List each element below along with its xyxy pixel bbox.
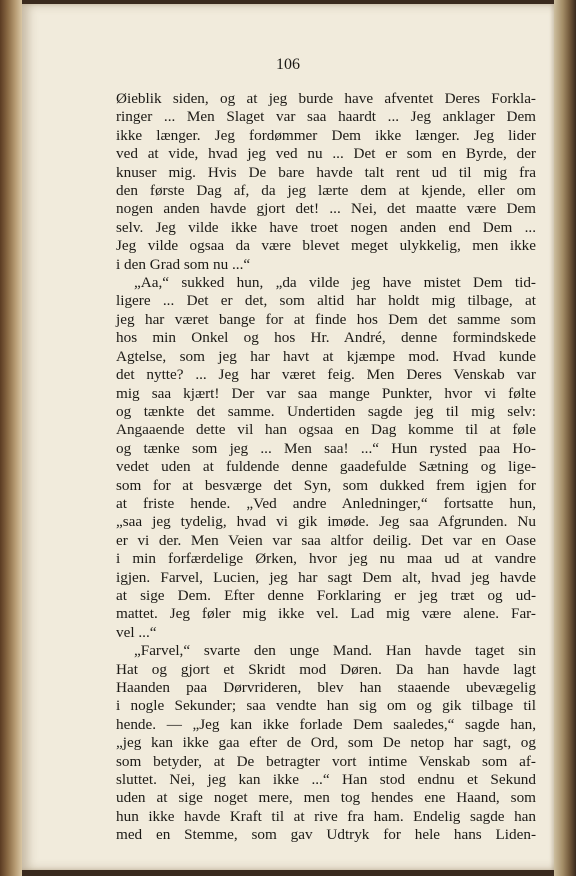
text-line: Haanden paa Dørvrideren, blev han staaende ubevægelig <box>116 679 536 696</box>
text-line: at sige Dem. Efter denne Forklaring er jeg træt og ud- <box>116 586 536 604</box>
text-line: ligere ... Det er det, som altid har holdt mig tilbage, at <box>116 292 536 310</box>
text-line: selv. Jeg vilde ikke have troet nogen anden end Dem ... <box>116 218 536 236</box>
text-line: ikke længer. Jeg fordømmer Dem ikke længer. Jeg lider <box>116 126 536 144</box>
text-line: som betyder, at De betragter vort intime Venskab som af- <box>116 752 536 770</box>
text-line: at friste hende. „Ved andre Anledninger,“ fortsatte hun, <box>116 494 536 512</box>
text-line: jeg har været bange for at finde hos Dem det samme som <box>116 310 536 328</box>
text-line: med en Stemme, som gav Udtryk for hele hans Liden- <box>116 826 536 844</box>
text-line: i den Grad som nu ...“ <box>116 255 251 273</box>
text-line: i min forfærdelige Ørken, hvor jeg nu maa ud at vandre <box>116 550 536 568</box>
text-line: vel ...“ <box>116 623 157 641</box>
text-line: „saa jeg tydelig, hvad vi gik imøde. Jeg saa Afgrunden. Nu <box>116 513 536 531</box>
text-line: knuser mig. Hvis De bare havde talt rent ud til mig fra <box>116 163 536 181</box>
text-line: uden at sige noget mere, men tog hendes ene Haand, som <box>116 789 536 807</box>
text-line: og tænke som jeg ... Men saa! ...“ Hun rysted paa Ho- <box>116 439 536 457</box>
text-line: mattet. Jeg føler mig ikke vel. Lad mig være alene. Far- <box>116 605 536 623</box>
page-edge <box>554 0 576 876</box>
text-line: vedet uden at fuldende denne gaadefulde Sætning og lige- <box>116 458 536 476</box>
text-line: igjen. Farvel, Lucien, jeg har sagt Dem alt, hvad jeg havde <box>116 568 536 586</box>
text-line: og tænkte det samme. Undertiden sagde jeg til mig selv: <box>116 402 536 420</box>
text-line: „jeg kan ikke gaa efter de Ord, som De netop har sagt, og <box>116 734 536 752</box>
text-line: Hat og gjort et Skridt mod Døren. Da han havde lagt <box>116 660 536 678</box>
text-line: Øieblik siden, og at jeg burde have afventet Deres Forkla- <box>116 90 536 107</box>
text-line: hos min Onkel og hos Hr. André, denne formindskede <box>116 329 536 347</box>
book-binding <box>0 0 22 876</box>
text-line: Angaaende dette vil han ogsaa en Dag komme til at føle <box>116 421 536 439</box>
text-line: hun ikke havde Kraft til at rive fra ham. Endelig sagde han <box>116 807 536 825</box>
text-line: mig saa kjært! Der var saa mange Punkter, hvor vi følte <box>116 384 536 402</box>
text-line: hende. — „Jeg kan ikke forlade Dem saaledes,“ sagde han, <box>116 715 536 733</box>
text-line: den første Dag af, da jeg lærte dem at kjende, eller om <box>116 182 536 200</box>
text-line: som for at besværge det Syn, som dukked frem igjen for <box>116 476 536 494</box>
text-line: Jeg vilde ogsaa da være blevet meget ulykkelig, men ikke <box>116 237 536 255</box>
text-line: nogen anden havde gjort det! ... Nei, det maatte være Dem <box>116 200 536 218</box>
text-line: ved at vide, hvad jeg ved nu ... Det er som en Byrde, der <box>116 145 536 163</box>
text-line: sluttet. Nei, jeg kan ikke ...“ Han stod endnu et Sekund <box>116 771 536 789</box>
text-line: „Farvel,“ svarte den unge Mand. Han havde taget sin <box>134 642 536 660</box>
body-text <box>116 90 536 845</box>
text-line: det nytte? ... Jeg har været feig. Men Deres Venskab var <box>116 366 536 384</box>
text-line: „Aa,“ sukked hun, „da vilde jeg have mistet Dem tid- <box>134 274 536 292</box>
text-line: er vi der. Men Veien var saa altfor deilig. Det var en Oase <box>116 531 536 549</box>
text-line: i nogle Sekunder; saa vendte han sig om og gik tilbage til <box>116 697 536 715</box>
text-line: Agtelse, som jeg har havt at kjæmpe mod. Hvad kunde <box>116 347 536 365</box>
page-number: 106 <box>276 56 300 73</box>
text-line: ringer ... Men Slaget var saa haardt ... Jeg anklager Dem <box>116 108 536 126</box>
